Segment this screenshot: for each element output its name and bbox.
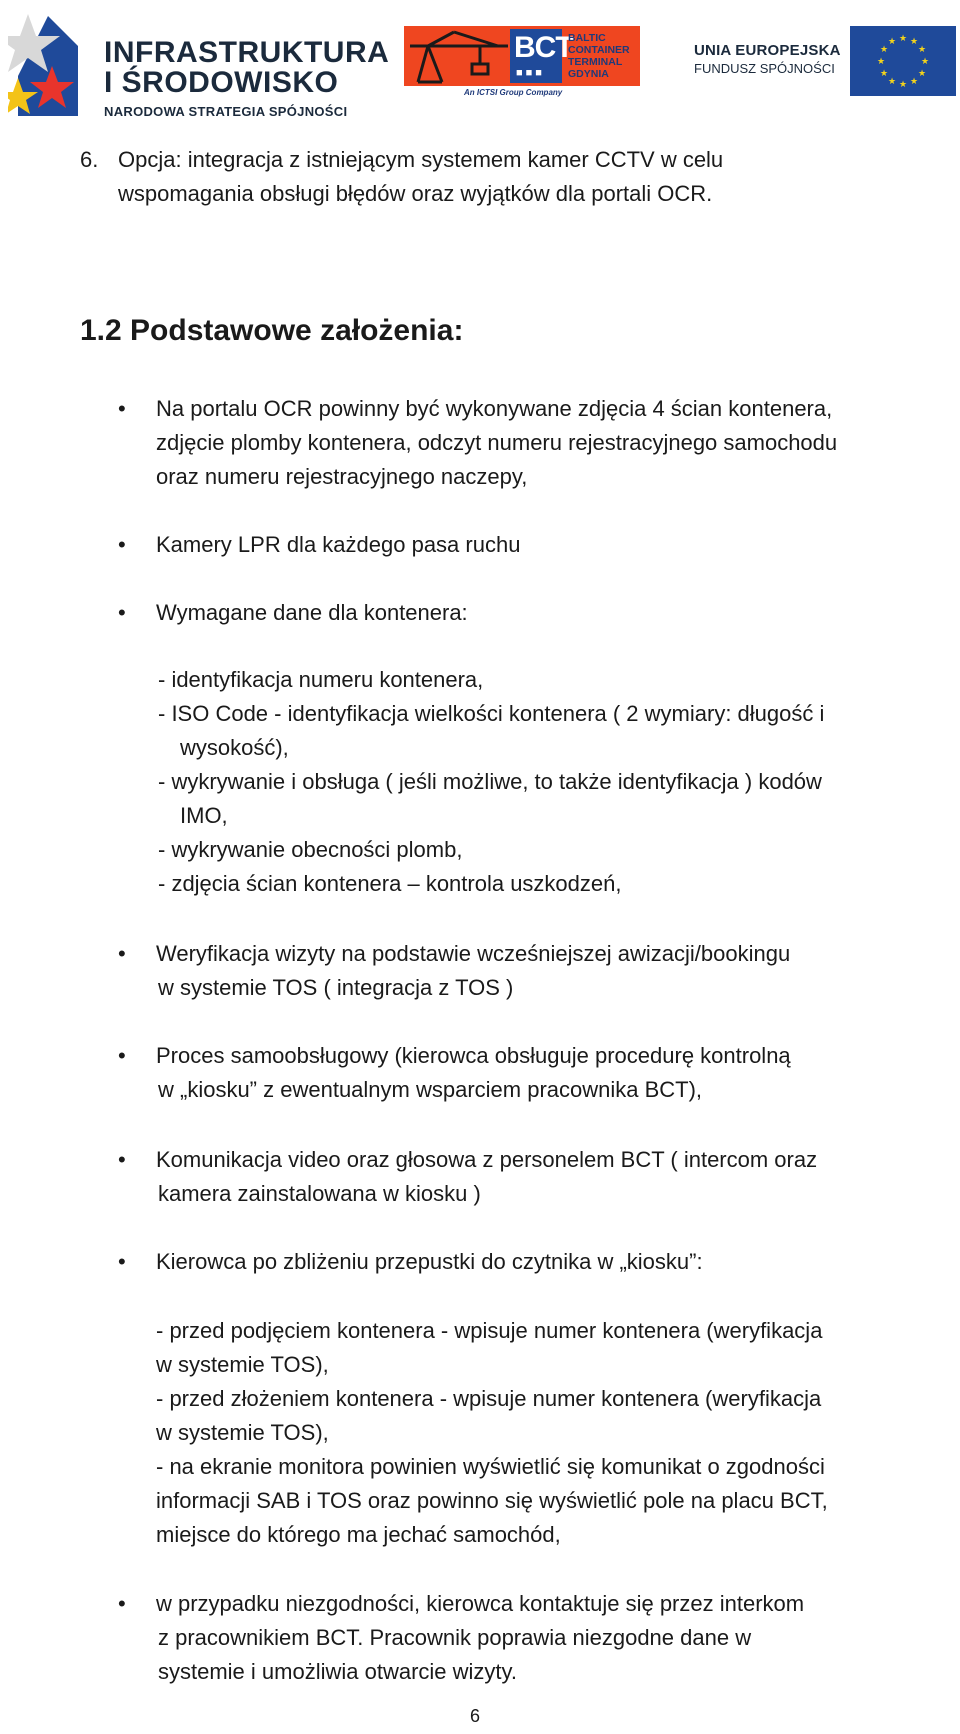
- bullet-icon: •: [118, 600, 126, 625]
- kiosk-step: - na ekranie monitora powinien wyświetlić się komunikat o zgodności: [156, 1454, 825, 1479]
- bct-logo-box: [404, 26, 640, 86]
- item-line: wspomagania obsługi błędów oraz wyjątków dla portali OCR.: [118, 181, 713, 206]
- bullet-line: Wymagane dane dla kontenera:: [156, 600, 468, 625]
- bullet-line: w „kiosku” z ewentualnym wsparciem pracownika BCT),: [158, 1077, 703, 1102]
- item-line: Opcja: integracja z istniejącym systemem kamer CCTV w celu: [118, 147, 724, 172]
- bullet-line: zdjęcie plomby kontenera, odczyt numeru rejestracyjnego samochodu: [156, 430, 838, 455]
- page-header: [0, 0, 960, 120]
- bullet-line: Komunikacja video oraz głosowa z personelem BCT ( intercom oraz: [156, 1147, 818, 1172]
- bct-logo: [404, 26, 640, 102]
- bullet-icon: •: [118, 941, 126, 966]
- bullet-line: Proces samoobsługowy (kierowca obsługuje procedurę kontrolną: [156, 1043, 791, 1068]
- bullet-icon: •: [118, 1043, 126, 1068]
- bullet-line: w systemie TOS ( integracja z TOS ): [158, 975, 514, 1000]
- svg-text:★: ★: [920, 57, 930, 67]
- bct-word: BALTIC: [568, 32, 606, 44]
- eu-flag-icon: [850, 26, 956, 96]
- ue-line-2: FUNDUSZ SPÓJNOŚCI: [694, 61, 835, 76]
- svg-text:★: ★: [887, 37, 897, 47]
- bullet-line: kamera zainstalowana w kiosku ): [158, 1181, 481, 1206]
- unia-europejska-logo: [690, 20, 958, 100]
- dash-item: - wykrywanie obecności plomb,: [158, 837, 463, 862]
- svg-text:★: ★: [909, 37, 919, 47]
- dash-item: - identyfikacja numeru kontenera,: [158, 667, 484, 692]
- svg-text:★: ★: [917, 45, 927, 55]
- svg-text:★: ★: [887, 77, 897, 87]
- section-heading: 1.2 Podstawowe założenia:: [80, 314, 464, 347]
- bct-word: CONTAINER: [568, 44, 630, 56]
- bullet-icon: •: [118, 1591, 126, 1616]
- infrastruktura-text: [104, 38, 389, 119]
- svg-text:★: ★: [879, 45, 889, 55]
- crane-icon: [408, 30, 512, 84]
- bct-mark: [510, 29, 573, 83]
- bullet-line: w przypadku niezgodności, kierowca kontaktuje się przez interkom: [156, 1591, 805, 1616]
- star-flag-icon: [8, 6, 80, 116]
- bct-word: TERMINAL: [568, 56, 623, 68]
- logo-line-2: I ŚRODOWISKO: [104, 66, 339, 99]
- ue-line-1: UNIA EUROPEJSKA: [694, 42, 841, 59]
- dash-item: - ISO Code - identyfikacja wielkości kontenera ( 2 wymiary: długość i: [158, 701, 825, 726]
- svg-text:★: ★: [879, 69, 889, 79]
- logo-line-3: NARODOWA STRATEGIA SPÓJNOŚCI: [104, 104, 348, 119]
- dash-item-cont: wysokość),: [180, 735, 289, 760]
- bullet-line: Na portalu OCR powinny być wykonywane zdjęcia 4 ścian kontenera,: [156, 396, 833, 421]
- bct-letters: BCT: [514, 31, 573, 64]
- bullet-icon: •: [118, 1147, 126, 1172]
- bullet-icon: •: [118, 532, 126, 557]
- infrastruktura-srodowisko-logo: [8, 6, 390, 119]
- bullet-icon: •: [118, 396, 126, 421]
- bct-word: GDYNIA: [568, 68, 609, 80]
- dash-item-cont: IMO,: [180, 803, 228, 828]
- bullet-line: Kierowca po zbliżeniu przepustki do czytnika w „kiosku”:: [156, 1249, 703, 1274]
- svg-text:★: ★: [876, 57, 886, 67]
- bullet-icon: •: [118, 1249, 126, 1274]
- kiosk-step: miejsce do którego ma jechać samochód,: [156, 1522, 561, 1547]
- bullet-line: oraz numeru rejestracyjnego naczepy,: [156, 464, 528, 489]
- kiosk-step: - przed podjęciem kontenera - wpisuje numer kontenera (weryfikacja: [156, 1318, 823, 1343]
- bct-squares-icon: ■■■: [516, 67, 545, 79]
- kiosk-step: w systemie TOS),: [156, 1420, 329, 1445]
- page-number: 6: [470, 1706, 481, 1726]
- svg-text:★: ★: [917, 69, 927, 79]
- svg-text:★: ★: [898, 80, 908, 90]
- bullet-line: systemie i umożliwia otwarcie wizyty.: [158, 1659, 518, 1684]
- svg-text:★: ★: [909, 77, 919, 87]
- list-number: 6.: [80, 147, 99, 172]
- bullet-line: Weryfikacja wizyty na podstawie wcześniejszej awizacji/bookingu: [156, 941, 791, 966]
- ue-text: [694, 42, 841, 76]
- kiosk-step: informacji SAB i TOS oraz powinno się wyświetlić pole na placu BCT,: [156, 1488, 828, 1513]
- bct-tagline: An ICTSI Group Company: [464, 88, 563, 97]
- logo-line-1: INFRASTRUKTURA: [104, 36, 390, 69]
- bullet-line: Kamery LPR dla każdego pasa ruchu: [156, 532, 521, 557]
- bullet-line: z pracownikiem BCT. Pracownik poprawia niezgodne dane w: [158, 1625, 752, 1650]
- bct-words: [568, 32, 630, 80]
- kiosk-step: w systemie TOS),: [156, 1352, 329, 1377]
- svg-text:★: ★: [898, 34, 908, 44]
- dash-item: - wykrywanie i obsługa ( jeśli możliwe, to także identyfikacja ) kodów: [158, 769, 822, 794]
- dash-item: - zdjęcia ścian kontenera – kontrola uszkodzeń,: [158, 871, 622, 896]
- kiosk-step: - przed złożeniem kontenera - wpisuje numer kontenera (weryfikacja: [156, 1386, 822, 1411]
